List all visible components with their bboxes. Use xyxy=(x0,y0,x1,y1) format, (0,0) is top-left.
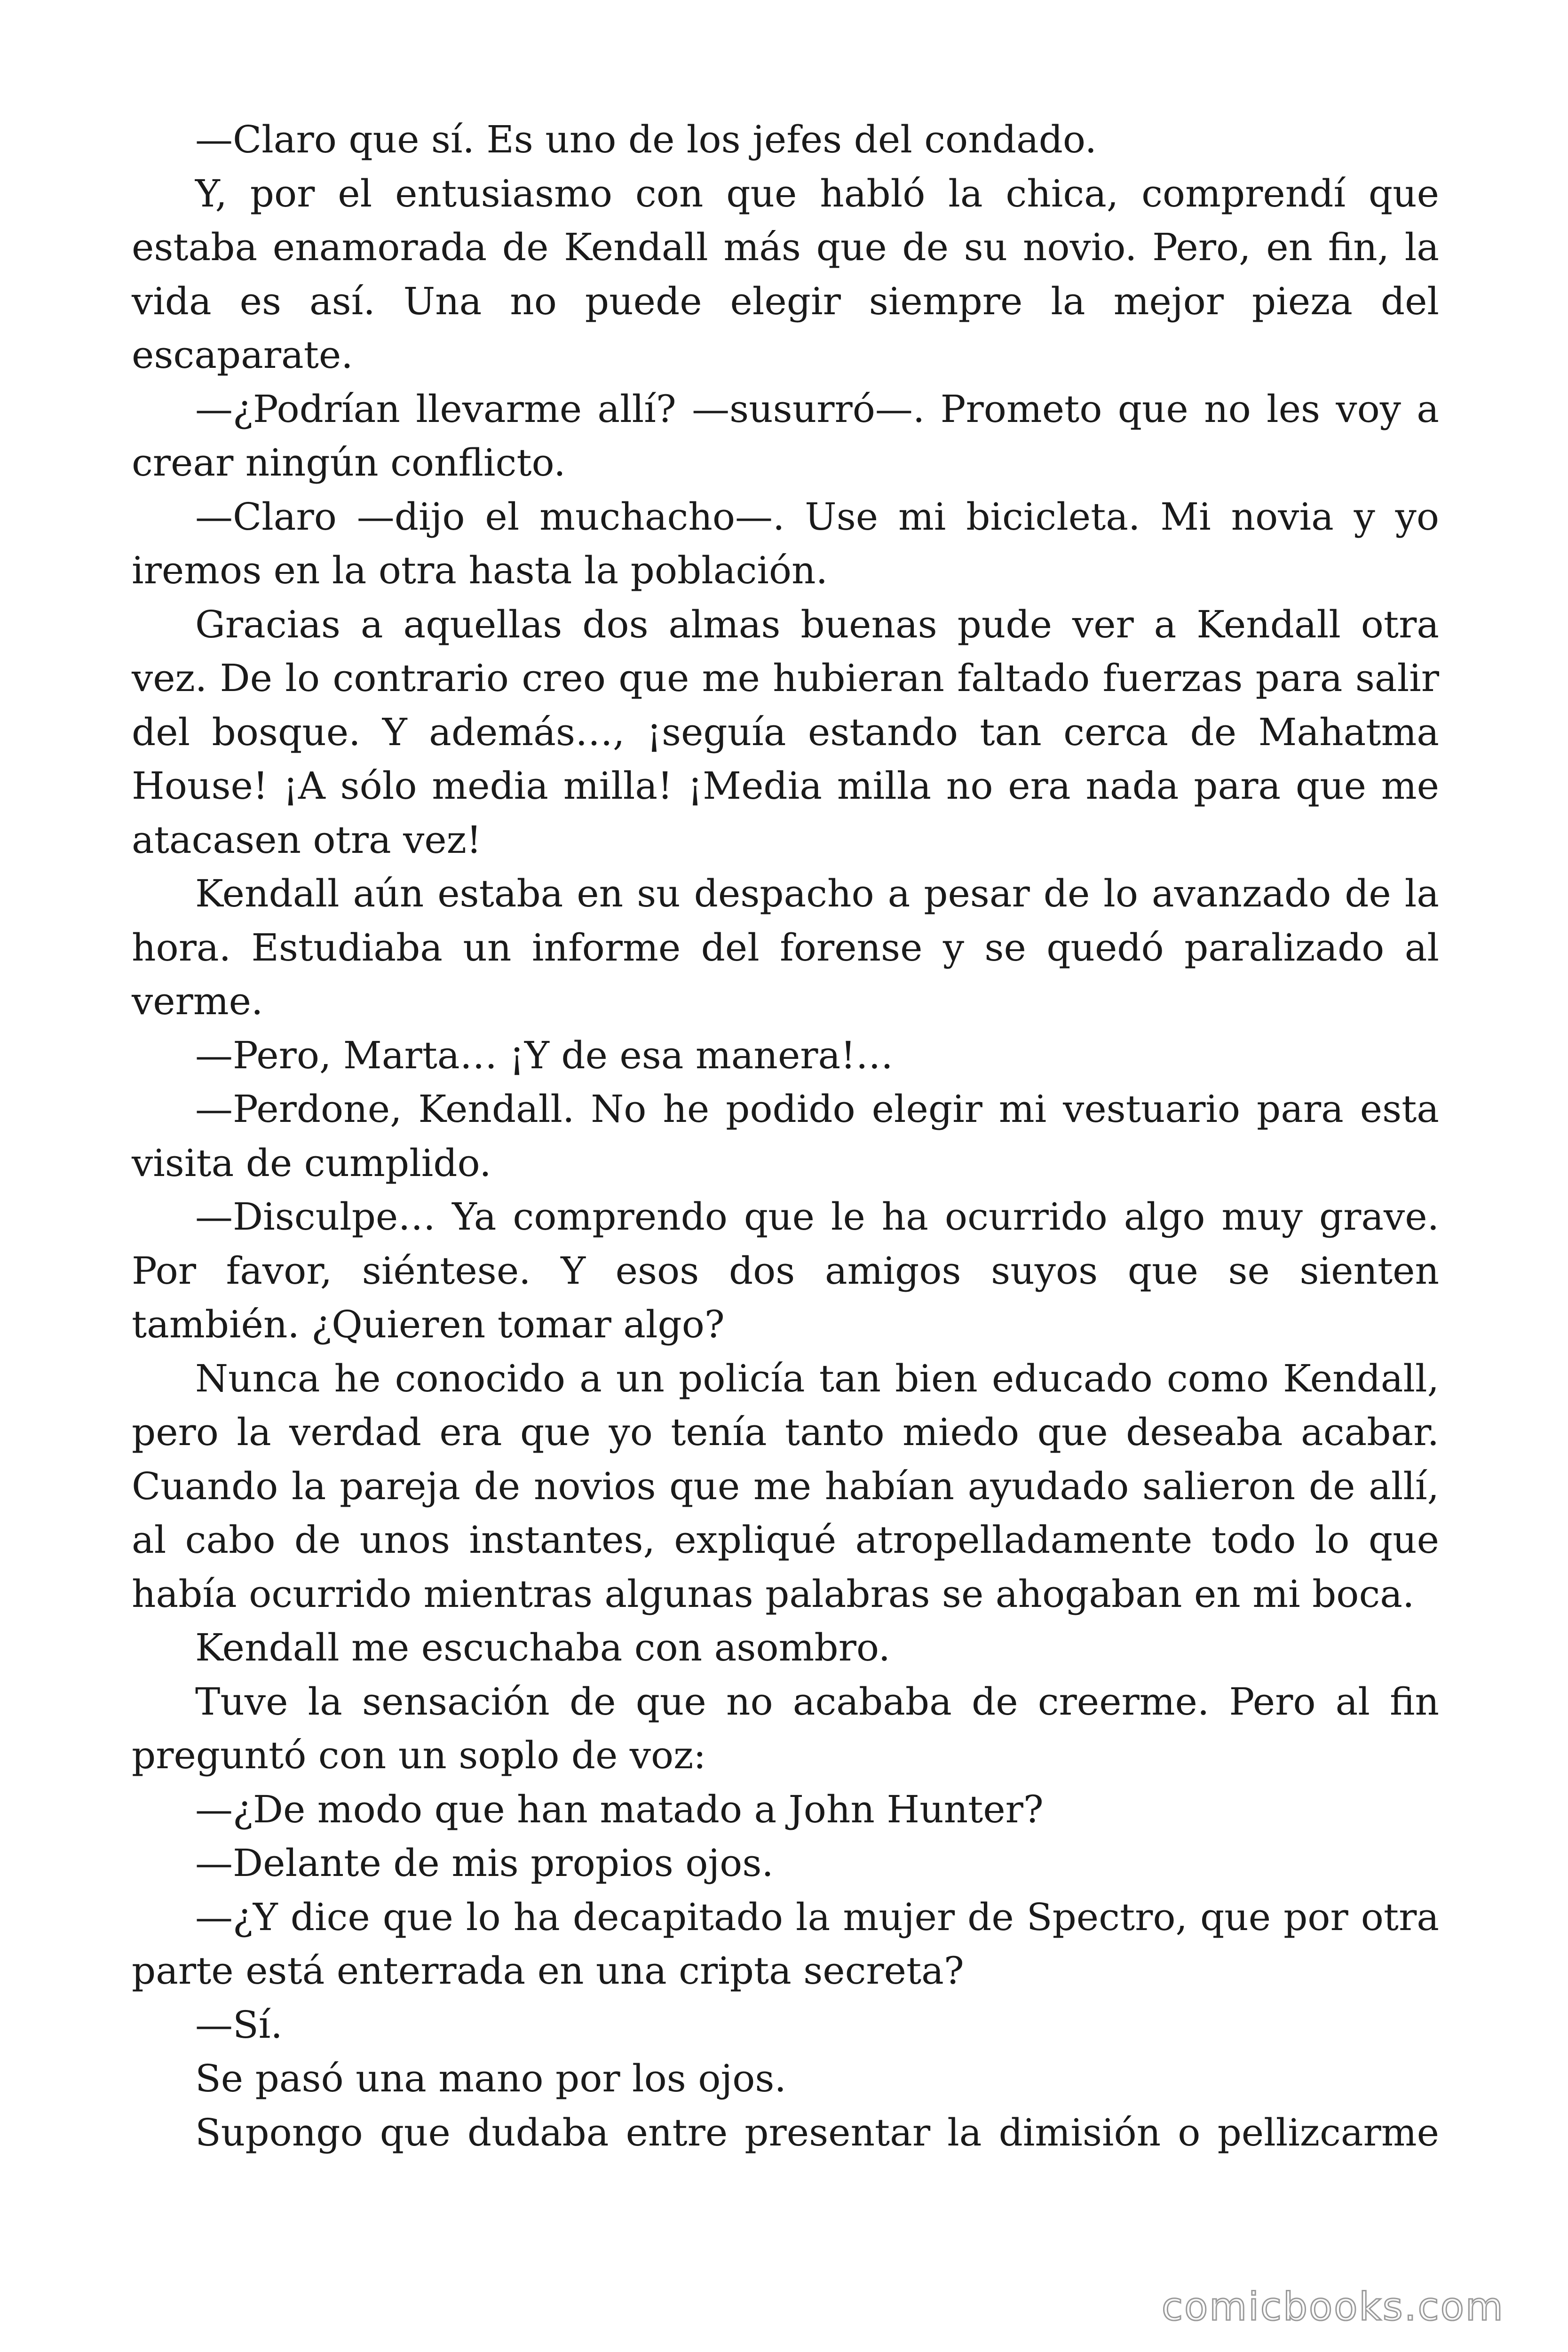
paragraph: Gracias a aquellas dos almas buenas pude ver a Kendall otra vez. De lo contrario creo que me hubieran faltado fuerzas para salir del bosque. Y además…, ¡seguía estando tan cerca de Mahatma House! ¡A sólo media milla! ¡Media milla no era nada para que me atacasen otra vez! xyxy=(132,602,1439,862)
paragraph: Kendall me escuchaba con asombro. xyxy=(195,1626,891,1669)
paragraph: Y, por el entusiasmo con que habló la chica, comprendí que estaba enamorada de Kendall más que de su novio. Pero, en fin, la vida es así. Una no puede elegir siempre la mejor pieza del escaparate. xyxy=(132,171,1439,377)
paragraph: Kendall aún estaba en su despacho a pesar de lo avanzado de la hora. Estudiaba un informe del forense y se quedó paralizado al verme. xyxy=(132,872,1439,1023)
paragraph: —Perdone, Kendall. No he podido elegir mi vestuario para esta visita de cumplido. xyxy=(132,1087,1439,1185)
paragraph: —¿Podrían llevarme allí? —susurró—. Prometo que no les voy a crear ningún conflicto. xyxy=(132,387,1439,485)
paragraph: —Claro que sí. Es uno de los jefes del condado. xyxy=(195,118,1097,161)
paragraph: —Disculpe… Ya comprendo que le ha ocurrido algo muy grave. Por favor, siéntese. Y esos dos amigos suyos que se sienten también. ¿Quieren tomar algo? xyxy=(132,1195,1439,1346)
paragraph: Nunca he conocido a un policía tan bien educado como Kendall, pero la verdad era que yo tenía tanto miedo que deseaba acabar. Cuando la pareja de novios que me habían ayudado salieron de allí, al cabo de unos instantes, expliqué atropelladamente todo lo que había ocurrido mientras algunas palabras se ahogaban en mi boca. xyxy=(132,1356,1439,1616)
paragraph: —Sí. xyxy=(195,2002,283,2047)
page-body xyxy=(132,113,1439,2160)
paragraph: —Claro —dijo el muchacho—. Use mi bicicleta. Mi novia y yo iremos en la otra hasta la población. xyxy=(132,494,1439,592)
paragraph: —¿De modo que han matado a John Hunter? xyxy=(195,1787,1044,1831)
paragraph: —¿Y dice que lo ha decapitado la mujer de Spectro, que por otra parte está enterrada en una cripta secreta? xyxy=(132,1895,1439,1993)
paragraph: Supongo que dudaba entre presentar la dimisión o pellizcarme xyxy=(195,2110,1439,2154)
paragraph: —Pero, Marta… ¡Y de esa manera!… xyxy=(195,1033,894,1077)
watermark: comicbooks.com xyxy=(1162,2285,1505,2329)
paragraph: —Delante de mis propios ojos. xyxy=(195,1841,774,1885)
paragraph: Tuve la sensación de que no acababa de creerme. Pero al fin preguntó con un soplo de voz: xyxy=(132,1679,1439,1777)
paragraph: Se pasó una mano por los ojos. xyxy=(195,2057,786,2100)
